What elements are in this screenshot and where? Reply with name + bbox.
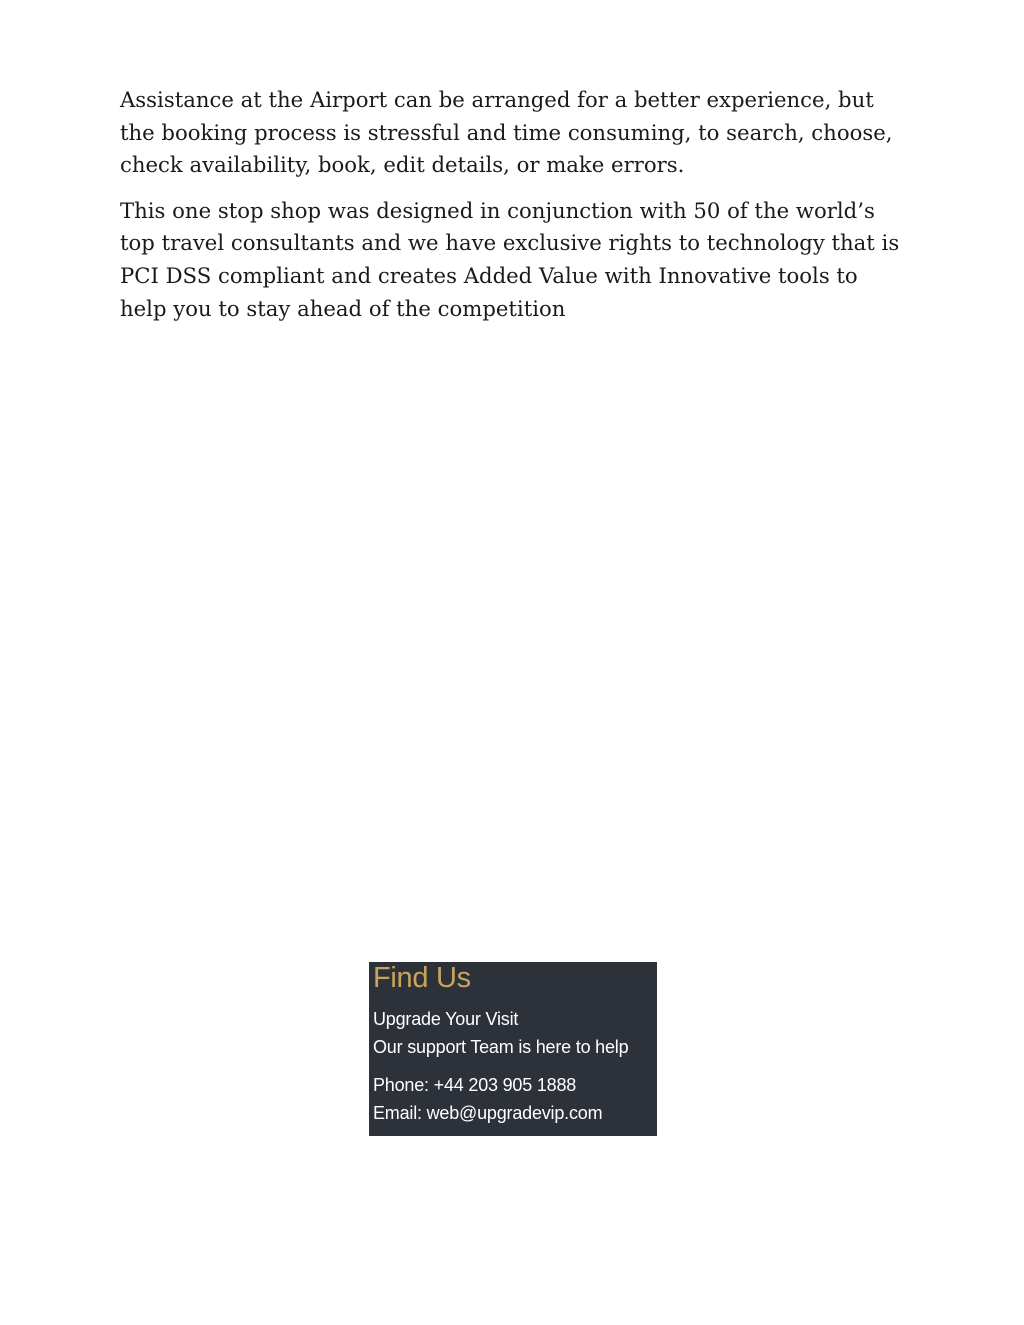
find-us-email[interactable]: Email: web@upgradevip.com <box>373 1103 603 1123</box>
find-us-title: Find Us <box>373 962 471 994</box>
document-body <box>120 84 910 338</box>
paragraph-one-stop-shop: This one stop shop was designed in conjunction with 50 of the world’s top travel consultants and we have exclusive rights to technology that is PCI DSS compliant and creates Added Value with Innovative tools to help you to stay ahead of the competition <box>120 197 900 321</box>
find-us-spacer <box>373 1061 657 1071</box>
find-us-subtitle: Upgrade Your Visit <box>373 1009 519 1029</box>
paragraph-airport-assistance: Assistance at the Airport can be arranged for a better experience, but the booking process is stressful and time consuming, to search, choose, check availability, book, edit details, or make errors. <box>120 87 893 178</box>
find-us-phone[interactable]: Phone: +44 203 905 1888 <box>373 1075 577 1095</box>
find-us-panel <box>369 962 657 1136</box>
find-us-tagline: Our support Team is here to help <box>373 1037 629 1057</box>
